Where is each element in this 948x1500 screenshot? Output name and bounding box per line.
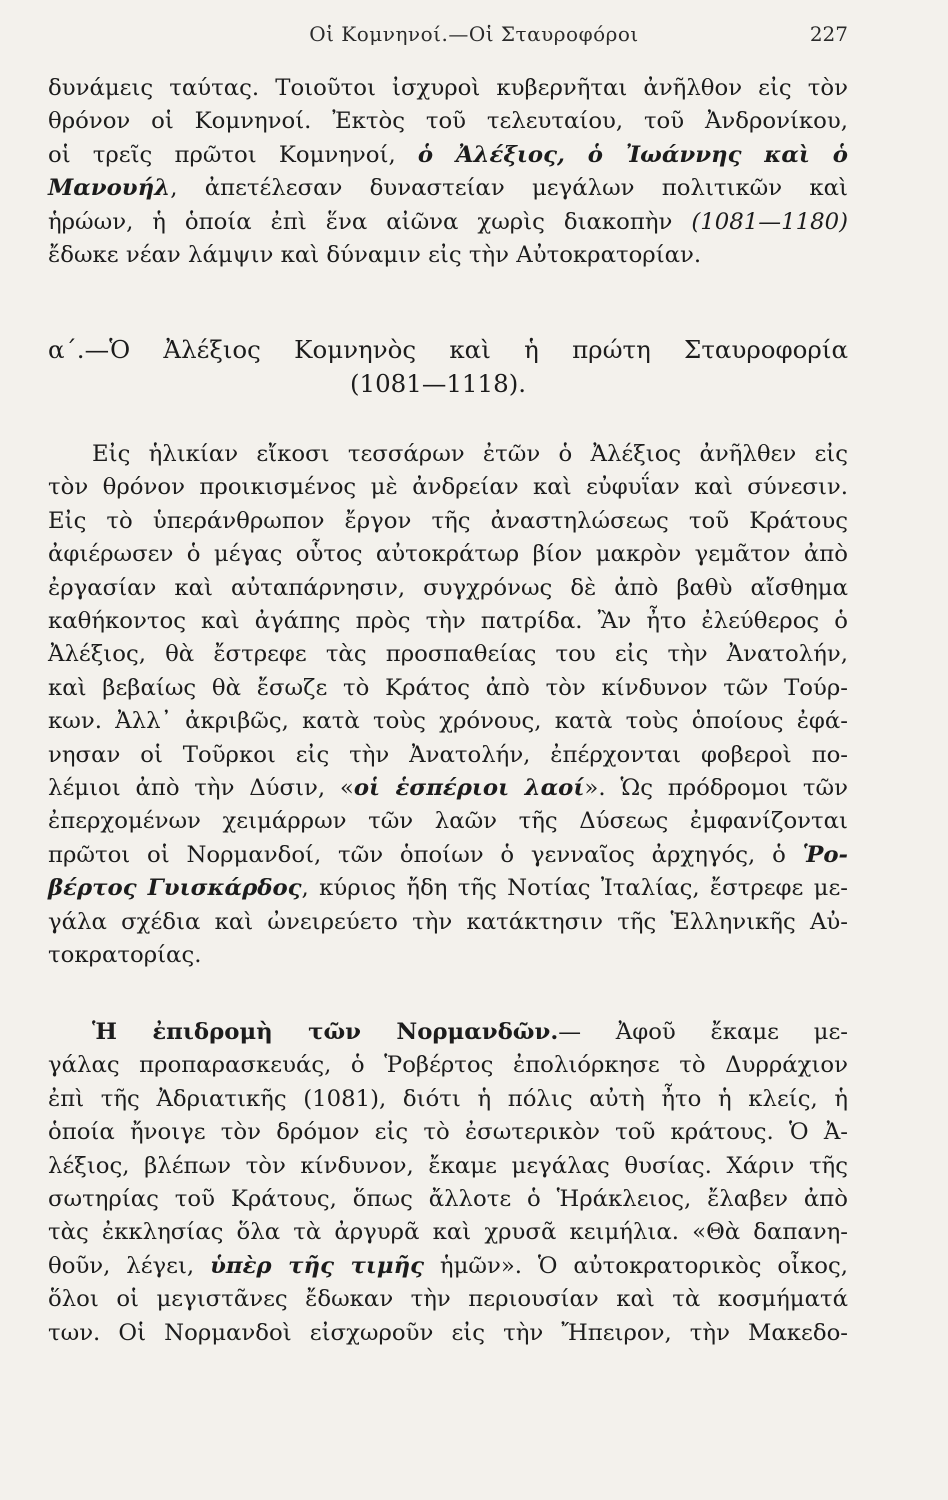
text-line: καὶ βεβαίως θὰ ἔσωζε τὸ Κράτος ἀπὸ τὸν κίνδυνον τῶν Τούρ- bbox=[48, 674, 848, 701]
text-line: τὰς ἐκκλησίας ὅλα τὰ ἀργυρᾶ καὶ χρυσᾶ κειμήλια. «Θὰ δαπανη- bbox=[48, 1219, 848, 1246]
text-line: τὸν θρόνον προικισμένος μὲ ἀνδρείαν καὶ εὐφυΐαν καὶ σύνεσιν. bbox=[48, 474, 848, 501]
text-line: λέξιος, βλέπων τὸν κίνδυνον, ἔκαμε μεγάλας θυσίας. Χάριν τῆς bbox=[48, 1152, 848, 1179]
date-range: (1081—1180) bbox=[691, 208, 848, 235]
text-line: δυνάμεις ταύτας. Τοιοῦτοι ἰσχυροὶ κυβερνῆται ἀνῆλθον εἰς τὸν bbox=[48, 75, 848, 101]
paragraph-alexios bbox=[48, 438, 848, 973]
text-line: των. Οἱ Νορμανδοὶ εἰσχωροῦν εἰς τὴν Ἤπειρον, τὴν Μακεδο- bbox=[48, 1319, 848, 1346]
section-dates: (1081—1118). bbox=[349, 369, 527, 398]
paragraph-normans bbox=[48, 1016, 848, 1350]
text-line: ἔδωκε νέαν λάμψιν καὶ δύναμιν εἰς τὴν Αὐτοκρατορίαν. bbox=[48, 242, 702, 269]
text-line: θοῦν, λέγει, ὑπὲρ τῆς τιμῆς ἡμῶν». Ὁ αὐτοκρατορικὸς οἶκος, bbox=[48, 1252, 848, 1279]
intro-paragraph bbox=[48, 72, 848, 272]
text-line: ἀφιέρωσεν ὁ μέγας οὗτος αὐτοκράτωρ βίον μακρὸν γεμᾶτον ἀπὸ bbox=[48, 541, 848, 568]
text-line: Εἰς τὸ ὑπεράνθρωπον ἔργον τῆς ἀναστηλώσεως τοῦ Κράτους bbox=[48, 507, 848, 534]
text-line: ἐργασίαν καὶ αὐταπάρνησιν, συγχρόνως δὲ ἀπὸ βαθὺ αἴσθημα bbox=[48, 574, 848, 601]
run-in-heading: Ἡ ἐπιδρομὴ τῶν Νορμανδῶν. bbox=[92, 1019, 559, 1045]
text-line: Μανουήλ, ἀπετέλεσαν δυναστείαν μεγάλων πολιτικῶν καὶ bbox=[48, 175, 848, 202]
text-line: γάλα σχέδια καὶ ὠνειρεύετο τὴν κατάκτησιν τῆς Ἑλληνικῆς Αὐ- bbox=[48, 908, 848, 935]
quote-emphasis: ὑπὲρ τῆς τιμῆς bbox=[210, 1252, 425, 1279]
text-line: οἱ τρεῖς πρῶτοι Κομνηνοί, ὁ Ἀλέξιος, ὁ Ἰωάννης καὶ ὁ bbox=[48, 141, 848, 168]
text-line: λέμιοι ἀπὸ τὴν Δύσιν, «οἱ ἑσπέριοι λαοί». Ὡς πρόδρομοι τῶν bbox=[48, 775, 848, 802]
text-line: ὅλοι οἱ μεγιστᾶνες ἔδωκαν τὴν περιουσίαν καὶ τὰ κοσμήματά bbox=[48, 1286, 848, 1313]
text-line: ὁποία ἤνοιγε τὸν δρόμον εἰς τὸ ἐσωτερικὸν τοῦ κράτους. Ὁ Ἀ- bbox=[48, 1119, 848, 1146]
text-line: καθήκοντος καὶ ἀγάπης πρὸς τὴν πατρίδα. Ἂν ἦτο ἐλεύθερος ὁ bbox=[48, 608, 848, 635]
text-line: πρῶτοι οἱ Νορμανδοί, τῶν ὁποίων ὁ γενναῖος ἀρχηγός, ὁ Ῥο- bbox=[48, 841, 848, 868]
text-line: ἡρώων, ἡ ὁποία ἐπὶ ἕνα αἰῶνα χωρὶς διακοπὴν (1081—1180) bbox=[48, 208, 848, 235]
running-title: Οἱ Κομνηνοί.—Οἱ Σταυροφόροι bbox=[309, 22, 639, 46]
robert-guiscard: βέρτος Γυισκάρδος bbox=[48, 875, 302, 902]
text-line: θρόνον οἱ Κομνηνοί. Ἐκτὸς τοῦ τελευταίου, τοῦ Ἀνδρονίκου, bbox=[48, 108, 848, 135]
emperor-name-manuel: Μανουήλ bbox=[48, 175, 171, 202]
robert-name: Ῥο- bbox=[802, 841, 848, 868]
section-heading bbox=[48, 333, 848, 401]
text-line: ἐπὶ τῆς Ἀδριατικῆς (1081), διότι ἡ πόλις αὐτὴ ἦτο ἡ κλείς, ἡ bbox=[48, 1085, 848, 1112]
text-line: Ἀλέξιος, θὰ ἔστρεφε τὰς προσπαθείας του εἰς τὴν Ἀνατολήν, bbox=[48, 641, 848, 668]
text-line: Εἰς ἡλικίαν εἴκοσι τεσσάρων ἐτῶν ὁ Ἀλέξιος ἀνῆλθεν εἰς bbox=[92, 441, 848, 467]
text-line: γάλας προπαρασκευάς, ὁ Ῥοβέρτος ἐπολιόρκησε τὸ Δυρράχιον bbox=[48, 1052, 848, 1079]
text-line: σωτηρίας τοῦ Κράτους, ὅπως ἄλλοτε ὁ Ἡράκλειος, ἔλαβεν ἀπὸ bbox=[48, 1186, 848, 1213]
text-line: τοκρατορίας. bbox=[48, 942, 202, 969]
emperor-names: ὁ Ἀλέξιος, ὁ Ἰωάννης καὶ ὁ bbox=[417, 141, 848, 168]
text-line: βέρτος Γυισκάρδος, κύριος ἤδη τῆς Νοτίας Ἰταλίας, ἔστρεφε με- bbox=[48, 875, 848, 902]
text-line: κων. Ἀλλ᾽ ἀκριβῶς, κατὰ τοὺς χρόνους, κατὰ τοὺς ὁποίους ἐφά- bbox=[48, 708, 848, 735]
text-line: νησαν οἱ Τοῦρκοι εἰς τὴν Ἀνατολήν, ἐπέρχονται φοβεροὶ πο- bbox=[48, 741, 848, 768]
section-title: α΄.—Ὁ Ἀλέξιος Κομνηνὸς καὶ ἡ πρώτη Σταυροφορία bbox=[48, 335, 848, 364]
western-peoples: οἱ ἑσπέριοι λαοί bbox=[353, 775, 585, 802]
running-head bbox=[0, 22, 948, 52]
page-number: 227 bbox=[809, 22, 848, 46]
text-line: ἐπερχομένων χειμάρρων τῶν λαῶν τῆς Δύσεως ἐμφανίζονται bbox=[48, 808, 848, 835]
text-line: Ἡ ἐπιδρομὴ τῶν Νορμανδῶν.— Ἀφοῦ ἔκαμε με- bbox=[92, 1019, 848, 1045]
